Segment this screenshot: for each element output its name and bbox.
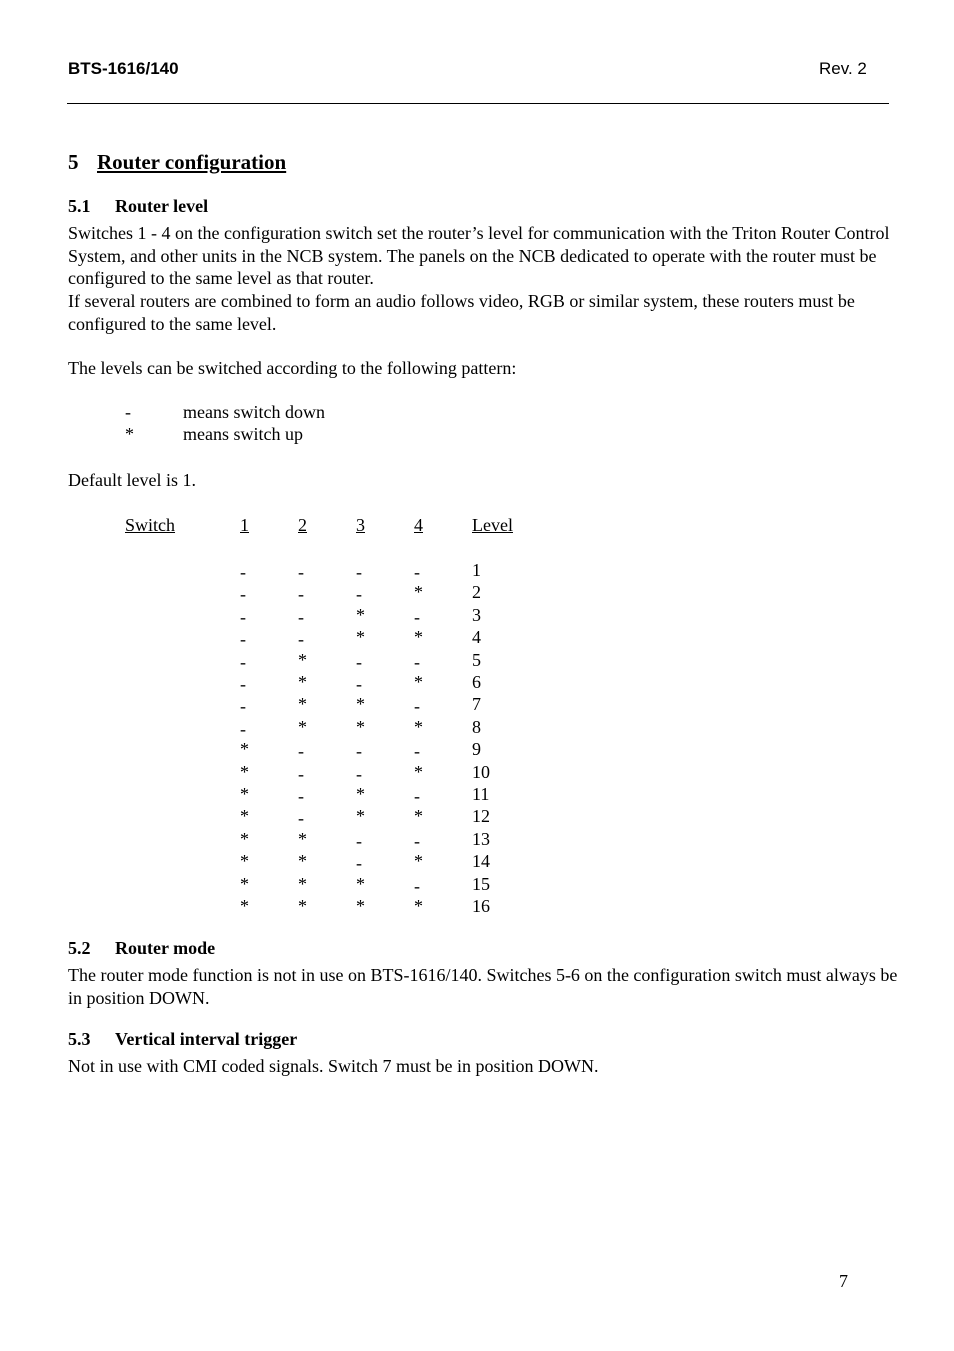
paragraph-default-level: Default level is 1. [68,470,196,490]
switch-state-3: - [356,763,362,784]
switch-state-2: - [298,786,304,806]
page-number: 7 [839,1271,848,1291]
table-header-3: 3 [356,515,365,535]
section-title: Router configuration [97,150,287,174]
switch-state-2: - [298,562,304,582]
level-value: 5 [472,649,481,670]
switch-state-1: * [240,784,249,804]
switch-state-4: - [414,875,420,896]
switch-state-3: * [356,716,365,737]
switch-state-4: * [414,896,423,916]
paragraph-router-mode: The router mode function is not in use on BTS-1616/140. Switches 5-6 on the configuration switch must always be in position DOWN. [68,965,898,1008]
switch-state-1: - [240,718,246,739]
level-value: 10 [472,761,490,782]
legend-symbol: * [125,424,134,444]
switch-state-2: * [298,694,307,715]
switch-state-3: * [356,896,365,916]
switch-state-2: * [298,649,307,670]
subsection-number: 5.1 [68,196,91,216]
doc-id: BTS-1616/140 [68,59,179,78]
switch-state-3: - [356,853,362,874]
paragraph-vertical-interval: Not in use with CMI coded signals. Switch 7 must be in position DOWN. [68,1056,599,1076]
paragraph-router-level-1: Switches 1 - 4 on the configuration switch set the router’s level for communication with the Triton Router Control System, and other units in the NCB system. The panels on the NCB dedicated to operate with the router must be configured to the same level as that router. [68,223,890,288]
switch-state-2: * [298,896,307,916]
switch-state-3: - [356,584,362,605]
level-value: 3 [472,604,481,625]
switch-state-2: - [298,741,304,762]
table-header-switch: Switch [125,515,176,535]
switch-state-4: - [414,606,420,627]
subsection-title: Vertical interval trigger [115,1029,298,1049]
level-value: 16 [472,896,490,916]
switch-state-2: * [298,716,307,737]
switch-state-3: * [356,627,365,648]
switch-state-1: * [240,806,249,827]
switch-state-2: - [298,808,304,829]
switch-state-1: - [240,606,246,627]
switch-state-3: - [356,562,362,582]
switch-state-2: - [298,606,304,627]
switch-state-1: * [240,851,249,872]
switch-state-4: - [414,562,420,582]
switch-state-2: * [298,672,307,692]
switch-state-1: - [240,651,246,672]
level-value: 13 [472,828,490,849]
level-value: 4 [472,627,481,648]
legend-meaning: means switch up [183,424,303,444]
switch-state-2: - [298,763,304,784]
level-value: 6 [472,672,481,692]
switch-state-3: * [356,873,365,894]
switch-state-3: - [356,674,362,694]
switch-state-2: * [298,851,307,872]
level-value: 12 [472,806,490,827]
switch-state-4: - [414,830,420,851]
paragraph-router-level-2: If several routers are combined to form an audio follows video, RGB or similar system, these routers must be configured to the same level. [68,291,855,334]
switch-state-1: * [240,873,249,894]
switch-state-3: * [356,694,365,715]
table-header-2: 2 [298,515,307,535]
switch-state-4: * [414,582,423,603]
level-value: 8 [472,716,481,737]
subsection-heading-5-3 [68,1029,297,1050]
switch-state-1: - [240,584,246,605]
switch-state-3: - [356,830,362,851]
level-value: 14 [472,851,490,872]
switch-state-2: - [298,584,304,605]
switch-state-3: - [356,651,362,672]
switch-state-2: * [298,873,307,894]
switch-state-4: - [414,741,420,762]
switch-state-4: * [414,806,423,827]
paragraph-pattern-intro: The levels can be switched according to the following pattern: [68,358,517,378]
switch-state-1: - [240,629,246,650]
level-value: 11 [472,784,490,804]
table-header-1: 1 [240,515,249,535]
section-number: 5 [68,150,79,174]
revision-label: Rev. 2 [819,59,867,78]
level-value: 9 [472,739,481,760]
switch-state-4: - [414,696,420,717]
level-value: 2 [472,582,481,603]
switch-state-4: * [414,627,423,648]
switch-state-1: * [240,739,249,760]
subsection-heading-5-2 [68,938,215,959]
switch-state-4: - [414,651,420,672]
legend-symbol: - [125,402,131,422]
switch-state-3: * [356,806,365,827]
switch-state-1: * [240,896,249,916]
switch-state-3: * [356,784,365,804]
switch-state-4: * [414,761,423,782]
subsection-title: Router mode [115,938,216,958]
switch-state-4: * [414,851,423,872]
switch-state-1: - [240,562,246,582]
switch-state-2: * [298,828,307,849]
switch-state-4: * [414,716,423,737]
switch-state-3: - [356,741,362,762]
table-header-level: Level [472,515,513,535]
subsection-number: 5.3 [68,1029,91,1049]
switch-state-1: - [240,674,246,694]
switch-state-1: - [240,696,246,717]
subsection-number: 5.2 [68,938,91,958]
table-header-4: 4 [414,515,423,535]
switch-state-1: * [240,761,249,782]
switch-state-1: * [240,828,249,849]
switch-state-2: - [298,629,304,650]
switch-state-4: * [414,672,423,692]
level-value: 7 [472,694,481,715]
subsection-title: Router level [115,196,209,216]
level-value: 1 [472,560,481,580]
level-value: 15 [472,873,490,894]
legend-meaning: means switch down [183,402,325,422]
switch-state-4: - [414,786,420,806]
switch-state-3: * [356,604,365,625]
